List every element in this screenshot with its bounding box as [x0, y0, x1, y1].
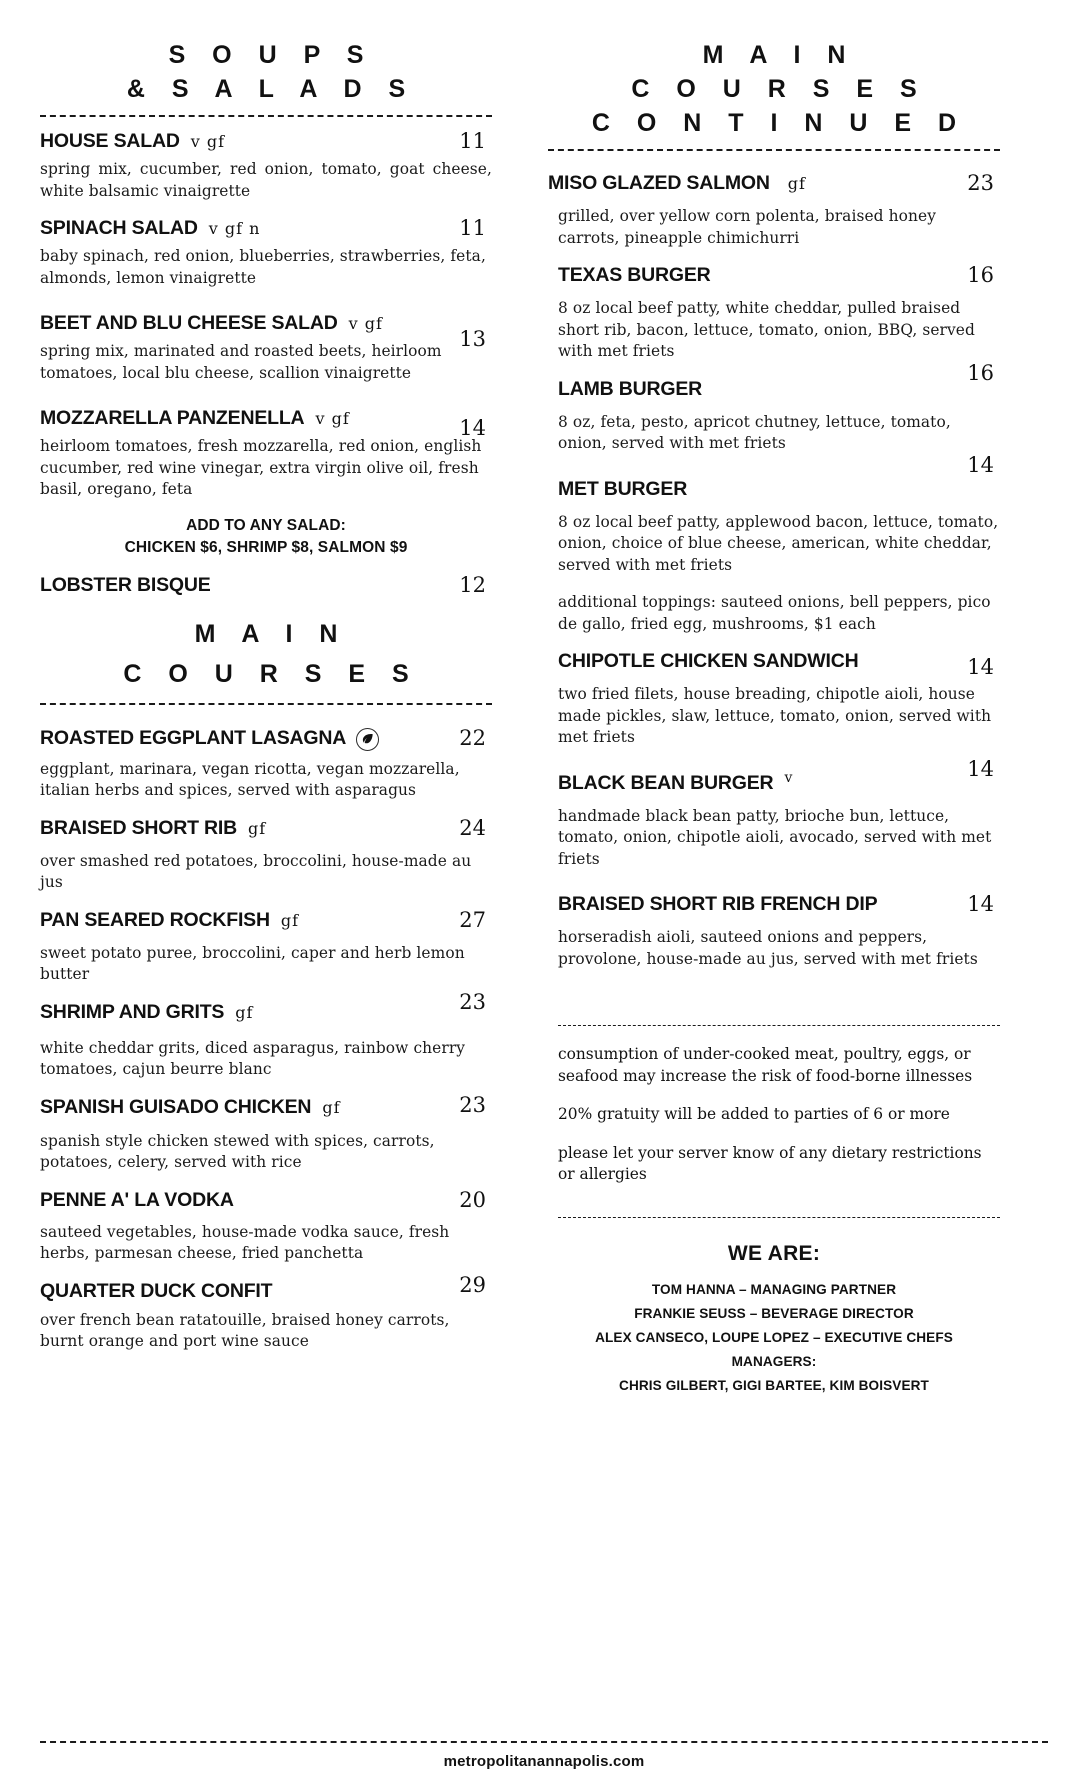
spacer — [40, 386, 492, 404]
menu-item[interactable] — [40, 906, 492, 986]
menu-item[interactable] — [40, 127, 492, 202]
menu-item-description: spring mix, cucumber, red onion, tomato, goat cheese, white balsamic vinaigrette — [40, 160, 492, 200]
menu-item-name: HOUSE SALAD — [40, 130, 180, 152]
we-are-line: ALEX CANSECO, LOUPE LOPEZ – EXECUTIVE CHEFS — [595, 1329, 953, 1345]
menu-item-head — [40, 214, 492, 243]
menu-item[interactable] — [548, 647, 1000, 749]
page-footer — [40, 1741, 1048, 1770]
spacer — [548, 637, 1000, 647]
heading-line-2: & S A L A D S — [126, 75, 416, 103]
footer-divider-rule — [40, 1741, 1048, 1743]
menu-item-tags: v gf — [190, 132, 226, 151]
menu-item[interactable] — [40, 989, 492, 1081]
left-column — [40, 38, 492, 1355]
menu-item[interactable] — [548, 261, 1000, 363]
we-are-line: MANAGERS: — [731, 1353, 817, 1369]
menu-item[interactable] — [548, 169, 1000, 249]
menu-item[interactable] — [40, 214, 492, 289]
menu-item-tags: v — [784, 769, 794, 786]
menu-item-description: heirloom tomatoes, fresh mozzarella, red onion, english cucumber, red wine vinegar, extra virgin olive oil, fresh basil, oregano, feta — [40, 437, 482, 498]
menu-item-head — [558, 375, 1000, 403]
menu-item-head — [558, 769, 1000, 797]
menu-item-head — [40, 571, 492, 599]
spacer — [40, 291, 492, 309]
menu-item-name: QUARTER DUCK CONFIT — [40, 1279, 273, 1302]
menu-item-name: MOZZARELLA PANZENELLA — [40, 407, 305, 429]
spacer — [548, 1036, 1000, 1044]
menu-item-price: 14 — [459, 416, 486, 440]
menu-item[interactable] — [40, 571, 492, 599]
menu-item-head — [40, 998, 492, 1027]
menu-columns — [40, 38, 1048, 1658]
spacer — [548, 1228, 1000, 1242]
menu-item[interactable] — [40, 404, 492, 501]
menu-item[interactable] — [548, 890, 1000, 970]
heading-line-1: S O U P S — [168, 41, 374, 69]
menu-item-price: 16 — [967, 263, 994, 287]
add-note-line-1: ADD TO ANY SALAD: — [186, 516, 346, 534]
soups-salads-heading — [40, 38, 492, 106]
menu-item-price: 11 — [459, 216, 486, 240]
main-courses-heading — [40, 617, 492, 691]
menu-item-head — [40, 127, 492, 156]
notice-allergies: please let your server know of any dietary restrictions or allergies — [558, 1143, 982, 1183]
divider-rule — [40, 115, 492, 117]
menu-item-description: 8 oz local beef patty, white cheddar, pulled braised short rib, bacon, lettuce, tomato, onion, BBQ, served with met friets — [558, 299, 975, 360]
heading-line-3: C O N T I N U E D — [591, 109, 967, 137]
menu-item-name: LAMB BURGER — [558, 377, 703, 400]
menu-item-tags: gf — [235, 1002, 254, 1022]
menu-item-name: BRAISED SHORT RIB — [40, 816, 238, 839]
menu-item-tags: gf — [280, 910, 300, 930]
right-column — [548, 38, 1000, 1398]
add-note-line-2: CHICKEN $6, SHRIMP $8, SALMON $9 — [124, 538, 408, 556]
we-are-line: FRANKIE SEUSS – BEVERAGE DIRECTOR — [634, 1305, 914, 1321]
spacer — [40, 1083, 492, 1093]
menu-item-price: 12 — [459, 572, 486, 597]
menu-item-head — [40, 309, 492, 338]
menu-item[interactable] — [40, 1093, 492, 1174]
menu-item-head — [40, 1277, 492, 1305]
menu-item-description: sweet potato puree, broccolini, caper and herb lemon butter — [40, 943, 465, 983]
menu-item-description: baby spinach, red onion, blueberries, strawberries, feta, almonds, lemon vinaigrette — [40, 247, 486, 287]
menu-item-price: 13 — [459, 327, 486, 351]
menu-item-name: SPINACH SALAD — [40, 217, 198, 239]
menu-item-price: 16 — [967, 360, 994, 385]
menu-item-description: spanish style chicken stewed with spices, carrots, potatoes, celery, served with rice — [40, 1131, 435, 1171]
menu-item-description: horseradish aioli, sauteed onions and peppers, provolone, house-made au jus, served with met friets — [558, 928, 978, 968]
divider-rule — [548, 149, 1000, 151]
menu-item-tags: gf — [787, 174, 806, 193]
menu-item-price: 23 — [459, 989, 486, 1014]
menu-item-price: 24 — [459, 815, 486, 840]
menu-item-price: 27 — [459, 907, 486, 932]
menu-item-description: over french bean ratatouille, braised honey carrots, burnt orange and port wine sauce — [40, 1310, 450, 1350]
notice-undercooked: consumption of under-cooked meat, poultry, eggs, or seafood may increase the risk of food-borne illnesses — [558, 1045, 973, 1085]
menu-item-price: 14 — [967, 452, 994, 477]
spacer — [548, 1186, 1000, 1208]
menu-item-description: over smashed red potatoes, broccolini, house-made au jus — [40, 851, 472, 891]
we-are-block — [548, 1242, 1000, 1398]
heading-line-1: M A I N — [194, 619, 348, 648]
menu-item-name: PENNE A' LA VODKA — [40, 1188, 234, 1211]
main-courses-continued-heading — [548, 38, 1000, 140]
spacer — [548, 751, 1000, 769]
notice-gratuity: 20% gratuity will be added to parties of 6 or more — [558, 1105, 950, 1123]
menu-item-head — [40, 814, 492, 843]
spacer — [40, 204, 492, 214]
menu-item-extra-note: additional toppings: sauteed onions, bell peppers, pico de gallo, fried egg, mushrooms, $1 each — [558, 593, 991, 633]
menu-item-head — [40, 1186, 492, 1214]
menu-item-name: LOBSTER BISQUE — [40, 573, 211, 596]
menu-item-head — [40, 1093, 492, 1122]
spacer — [548, 365, 1000, 375]
menu-item-price: 23 — [967, 171, 994, 195]
menu-item-head — [558, 261, 1000, 289]
menu-item-tags: v gf — [348, 314, 383, 333]
menu-item[interactable] — [40, 724, 492, 802]
menu-item-price: 23 — [459, 1092, 486, 1117]
menu-item-description: grilled, over yellow corn polenta, braised honey carrots, pineapple chimichurri — [558, 207, 937, 247]
heading-line-2: C O U R S E S — [631, 75, 927, 103]
website-link[interactable]: metropolitanannapolis.com — [443, 1753, 645, 1770]
menu-item-name: TEXAS BURGER — [558, 264, 711, 286]
vegan-leaf-icon — [356, 728, 379, 751]
heading-line-2: C O U R S E S — [123, 659, 419, 688]
menu-item-head — [548, 169, 1000, 198]
menu-item-name: MISO GLAZED SALMON — [548, 172, 770, 194]
menu-item[interactable] — [40, 1272, 492, 1353]
we-are-line: CHRIS GILBERT, GIGI BARTEE, KIM BOISVERT — [619, 1377, 929, 1393]
add-to-salad-note — [40, 515, 492, 559]
menu-item-name: BEET AND BLU CHEESE SALAD — [40, 312, 338, 334]
menu-item-head — [40, 404, 492, 433]
menu-item-tags: v gf — [315, 409, 350, 428]
menu-item-description: handmade black bean patty, brioche bun, lettuce, tomato, onion, chipotle aioli, avocado, served with met friets — [558, 806, 992, 868]
menu-item[interactable] — [548, 452, 1000, 636]
spacer — [40, 804, 492, 814]
menu-item-description: eggplant, marinara, vegan ricotta, vegan mozzarella, italian herbs and spices, served with asparagus — [40, 759, 460, 799]
divider-rule — [558, 1217, 1000, 1218]
menu-item-name: ROASTED EGGPLANT LASAGNA — [40, 726, 347, 749]
menu-item-head — [558, 647, 1000, 675]
spacer — [40, 601, 492, 617]
menu-item-head — [558, 475, 1000, 503]
menu-item-name: PAN SEARED ROCKFISH — [40, 908, 270, 931]
menu-item-name: MET BURGER — [558, 477, 688, 500]
spacer — [40, 1176, 492, 1186]
we-are-title: WE ARE: — [727, 1241, 821, 1265]
divider-rule — [40, 703, 492, 705]
menu-item-description: white cheddar grits, diced asparagus, rainbow cherry tomatoes, cajun beurre blanc — [40, 1038, 466, 1078]
spacer — [40, 988, 492, 998]
spacer — [40, 1267, 492, 1277]
spacer — [548, 161, 1000, 169]
menu-item-tags: gf — [322, 1097, 341, 1117]
menu-item[interactable] — [40, 1186, 492, 1265]
spacer — [40, 715, 492, 724]
menu-item-tags: v gf n — [208, 219, 261, 238]
menu-item[interactable] — [548, 360, 1000, 455]
menu-item-description: spring mix, marinated and roasted beets, heirloom tomatoes, local blu cheese, scallion vinaigrette — [40, 342, 442, 382]
menu-item-description: sauteed vegetables, house-made vodka sauce, fresh herbs, parmesan cheese, fried panchetta — [40, 1222, 450, 1262]
menu-item-name: BLACK BEAN BURGER — [558, 771, 774, 794]
menu-item-price: 14 — [967, 756, 994, 781]
menu-item-price: 20 — [459, 1187, 486, 1212]
menu-item[interactable] — [40, 814, 492, 894]
spacer — [548, 251, 1000, 261]
menu-item-description: two fried filets, house breading, chipotle aioli, house made pickles, slaw, lettuce, tomato, onion, served with met friets — [558, 685, 992, 746]
menu-item-name: SHRIMP AND GRITS — [40, 1000, 225, 1023]
menu-item-price: 11 — [459, 129, 486, 153]
spacer — [40, 896, 492, 906]
menu-item-description: 8 oz local beef patty, applewood bacon, lettuce, tomato, onion, choice of blue cheese, american, white cheddar, served with met friets — [558, 512, 999, 574]
menu-item-name: CHIPOTLE CHICKEN SANDWICH — [558, 650, 859, 672]
spacer — [548, 972, 1000, 1016]
menu-item[interactable] — [40, 309, 492, 384]
spacer — [548, 872, 1000, 890]
spacer — [548, 457, 1000, 475]
menu-item-price: 14 — [967, 892, 994, 916]
notices-block — [548, 1044, 1000, 1186]
menu-item-head — [40, 724, 492, 752]
heading-line-1: M A I N — [702, 41, 856, 69]
menu-item-price: 22 — [459, 725, 486, 750]
menu-item-description: 8 oz, feta, pesto, apricot chutney, lettuce, tomato, onion, served with met friets — [558, 412, 951, 452]
menu-item-name: SPANISH GUISADO CHICKEN — [40, 1095, 312, 1118]
menu-item-price: 14 — [967, 655, 994, 679]
menu-item-head — [40, 906, 492, 935]
menu-item-name: BRAISED SHORT RIB FRENCH DIP — [558, 893, 878, 915]
menu-item-tags: gf — [248, 818, 267, 838]
divider-rule — [558, 1025, 1000, 1026]
menu-item-price: 29 — [459, 1272, 486, 1297]
we-are-line: TOM HANNA – MANAGING PARTNER — [651, 1281, 897, 1297]
menu-item-head — [558, 890, 1000, 918]
menu-item[interactable] — [548, 756, 1000, 871]
